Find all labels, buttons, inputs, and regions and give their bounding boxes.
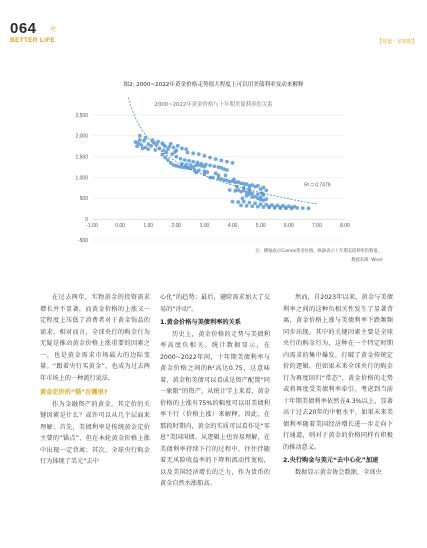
x-tick-label: 0.00: [115, 223, 125, 230]
r-squared-label: R² = 0.7479: [304, 182, 331, 189]
x-tick-label: 7.00: [312, 223, 322, 230]
data-point: [208, 156, 212, 160]
data-point: [167, 145, 171, 149]
data-point: [253, 201, 257, 205]
issue-number: 064: [10, 20, 37, 37]
data-point: [219, 159, 223, 163]
y-tick-label: 1,000: [75, 175, 88, 182]
x-axis-ticks: [86, 223, 350, 229]
data-point: [236, 200, 240, 204]
data-point: [138, 138, 142, 142]
data-point: [248, 192, 252, 196]
y-tick-label: 2,500: [75, 112, 88, 119]
data-point: [208, 164, 212, 168]
data-point: [135, 144, 139, 148]
data-point: [224, 174, 228, 178]
figure-note: 注：横轴表示Comex黄金价格，纵轴表示十年期美债利率的数值。: [255, 249, 382, 254]
data-point: [162, 143, 166, 147]
text-column-1: [40, 292, 150, 468]
data-point: [188, 163, 192, 167]
data-point: [153, 148, 157, 152]
data-point: [204, 163, 208, 167]
text-column-3: [283, 292, 393, 478]
data-point: [236, 180, 240, 184]
data-point: [138, 134, 142, 138]
data-point: [187, 159, 191, 163]
data-point: [225, 160, 229, 164]
data-point: [273, 206, 277, 210]
data-point: [264, 197, 268, 201]
data-point: [166, 158, 170, 162]
text-column-2: [160, 292, 270, 490]
trendline: [129, 98, 331, 204]
data-point: [203, 154, 207, 158]
x-tick-label: 6.00: [283, 223, 294, 230]
data-point: [259, 196, 263, 200]
data-point: [262, 205, 266, 209]
data-point: [144, 146, 148, 150]
data-point: [176, 144, 180, 148]
data-point: [231, 161, 235, 165]
paragraph: 在过去两年，实物黄金的投资需求增长并不显著，而黄金价格的上涨又一定程度上压低了消费者对于黄金饰品的需求。相对而言，全球央行的购金行为无疑是推动黄金价格上涨重要的因素之一，也是黄金需求市场最大的边际变量。“跟着央行买黄金”，也成为过去两年市场上的一种流行说法。: [40, 294, 150, 382]
paragraph: 心化”的趋势；最后，避险需求加大了交易的“冲动”。: [160, 294, 270, 313]
figure-source: 数据来源: Wind: [351, 258, 382, 263]
chart-title: 2000~2022年黄金价格与十年期美债利率的关系: [154, 102, 273, 108]
data-point: [248, 186, 252, 190]
x-tick-label: -1.00: [86, 223, 98, 230]
paragraph: 作为金融资产的黄金，其定价的关键因素是什么？或许可以从几个层面来理解：首先，美债利率是传统黄金定价主要的“锚点”，但在本轮黄金价格上涨中出现一定背离；其次，全球央行购金行为体现了美元“去中: [40, 400, 150, 465]
y-tick-label: 0: [85, 216, 88, 223]
data-point: [236, 188, 240, 192]
data-point: [180, 146, 184, 150]
data-point: [242, 182, 246, 186]
section-badge: 【财道・宽锐眼】: [376, 39, 417, 45]
data-point: [259, 187, 263, 191]
data-point: [184, 147, 188, 151]
data-point: [253, 195, 257, 199]
data-point: [231, 200, 235, 204]
section-heading: 黄金定价的“锚”在哪里?: [40, 389, 108, 396]
x-tick-label: 1.00: [143, 223, 154, 230]
data-point: [212, 164, 216, 168]
y-tick-label: 1,500: [75, 154, 88, 161]
data-point: [139, 143, 143, 147]
data-point: [214, 171, 218, 175]
data-point: [214, 157, 218, 161]
data-point: [225, 179, 229, 183]
data-point: [235, 185, 239, 189]
data-point: [174, 155, 178, 159]
section-heading: 1.黄金价格与美债利率的关系: [160, 319, 241, 326]
data-point: [149, 144, 153, 148]
data-point: [184, 163, 188, 167]
data-point: [172, 146, 176, 150]
paragraph: 然而，自2023年以来，黄金与美债利率之间的这种负相关性发生了显著背离，黄金价格上涨与美债利率下跌频频同步出现。其中的关键因素主要是全球央行的购金行为，这种在一个特定时期内需求的集中爆发，打破了黄金传统定价的逻辑。但如果未来全球央行的购金行为再度回归“常态”，黄金价格的走势或将再度受美债利率牵引。考虑到当前十年期美债利率依然在4.3%以上，显著高于过去20年的中枢水平，如果未来美债利率随着美国经济增长进一步走向下行通道，则对于黄金的价格同样有积极的推动意义。: [283, 294, 393, 451]
scatter-series: [134, 134, 311, 210]
data-point: [242, 186, 246, 190]
section-heading: 2.央行购金与美元“去中心化”加速: [283, 457, 379, 464]
data-point: [197, 152, 201, 156]
data-point: [191, 151, 195, 155]
data-point: [242, 200, 246, 204]
x-tick-label: 5.00: [255, 223, 266, 230]
figure-caption: 图2: 2000~2022年黄金价格走势很大程度上可以用美债利率变动来解释: [123, 82, 304, 88]
data-point: [284, 206, 288, 210]
y-tick-label: 500: [79, 196, 88, 203]
data-point: [290, 207, 294, 211]
data-point: [196, 161, 200, 165]
y-tick-label: 2,000: [75, 133, 88, 140]
data-point: [165, 151, 169, 155]
paragraph: 数据显示黄金协会数据，全球央: [295, 468, 382, 476]
paragraph: 历史上，黄金价格的走势与美债利率高度负相关。统计数据显示，在2000~2022年间，十年期美债利率与黄金价格之间的R²高达0.75，这意味着，黄金和美债可以看成是资产配置“同一象限”的资产。从统计学上来看，黄金价格的上涨有75%的幅度可以用美债利率下行（价格上涨）来解释。因此，在那段时期内，黄金的实质可以看作是“零息”美国国债。从逻辑上也容易理解，在美债利率持续下行的过程中，往往伴随着无风险收益率的下降和流动性宽松，以及美国经济增长的乏力，作为货币的黄金自然水涨船高。: [160, 330, 270, 487]
data-point: [232, 178, 236, 182]
x-tick-label: 2.00: [171, 223, 182, 230]
data-point: [250, 204, 254, 208]
x-tick-label: 3.00: [199, 223, 210, 230]
magazine-name: BETTER LIFE: [10, 37, 56, 44]
data-point: [248, 201, 252, 205]
data-point: [186, 151, 190, 155]
data-point: [267, 206, 271, 210]
data-point: [156, 140, 160, 144]
x-tick-label: 8.00: [340, 223, 350, 230]
scatter-chart: [0, 0, 427, 260]
data-point: [240, 196, 244, 200]
data-point: [239, 204, 243, 208]
data-point: [183, 158, 187, 162]
data-point: [219, 177, 223, 181]
data-point: [256, 205, 260, 209]
data-point: [200, 162, 204, 166]
data-point: [245, 204, 249, 208]
data-point: [179, 157, 183, 161]
data-point: [225, 168, 229, 172]
data-point: [295, 206, 299, 210]
data-point: [307, 206, 311, 210]
data-point: [173, 150, 177, 154]
y-tick-label: -500: [77, 237, 88, 244]
x-tick-label: 4.00: [227, 223, 238, 230]
data-point: [228, 188, 232, 192]
data-point: [253, 185, 257, 189]
data-point: [278, 206, 282, 210]
data-point: [264, 189, 268, 193]
header-mark: 亮: [50, 26, 57, 33]
data-point: [301, 206, 305, 210]
data-point: [191, 160, 195, 164]
